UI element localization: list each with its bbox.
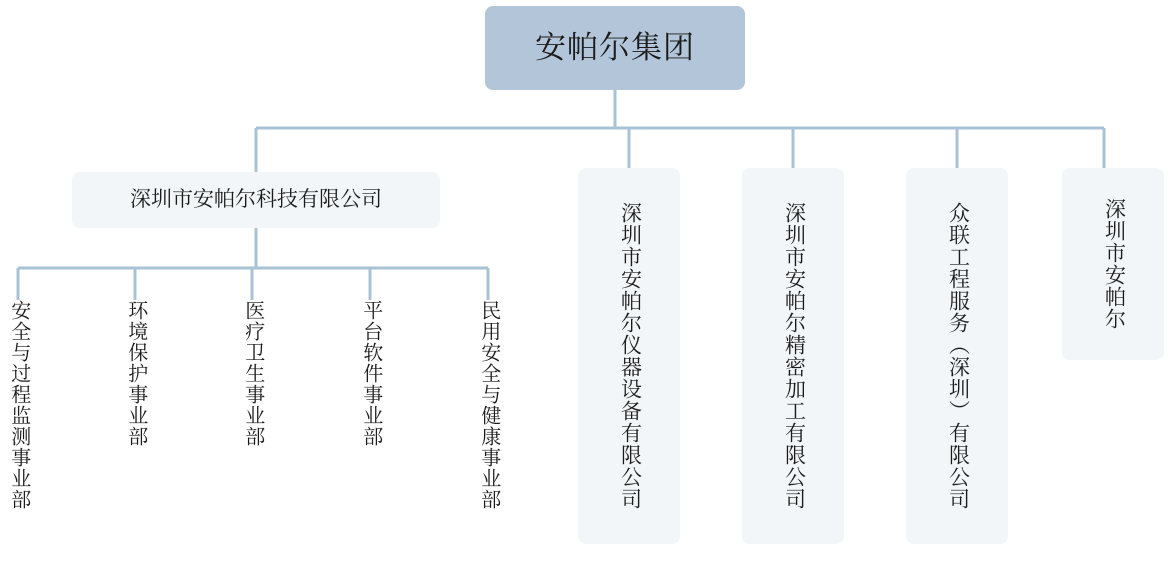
node-subsidiary-5-label: 深圳市安帕尔 [1102, 198, 1126, 330]
node-subsidiary-2[interactable] [578, 168, 680, 544]
node-subsidiary-1-label: 深圳市安帕尔科技有限公司 [130, 187, 382, 211]
node-subsidiary-3[interactable] [742, 168, 844, 544]
node-subsidiary-1[interactable] [72, 172, 440, 228]
node-department-5-label: 民用安全与健康事业部 [477, 300, 500, 510]
node-root-label: 安帕尔集团 [535, 30, 695, 66]
node-department-2[interactable] [117, 300, 153, 550]
node-department-5[interactable] [470, 300, 506, 550]
node-department-1[interactable] [0, 300, 36, 550]
node-department-1-label: 安全与过程监测事业部 [7, 300, 30, 510]
node-subsidiary-4[interactable] [906, 168, 1008, 544]
node-subsidiary-5[interactable] [1062, 168, 1164, 360]
node-department-4[interactable] [352, 300, 388, 550]
node-subsidiary-4-label: 众联工程服务（深圳）有限公司 [946, 202, 970, 510]
node-subsidiary-2-label: 深圳市安帕尔仪器设备有限公司 [618, 202, 642, 510]
node-subsidiary-3-label: 深圳市安帕尔精密加工有限公司 [782, 202, 806, 510]
node-department-2-label: 环境保护事业部 [124, 300, 147, 447]
node-department-3[interactable] [234, 300, 270, 550]
node-department-4-label: 平台软件事业部 [359, 300, 382, 447]
node-root[interactable] [485, 6, 745, 90]
node-department-3-label: 医疗卫生事业部 [241, 300, 264, 447]
